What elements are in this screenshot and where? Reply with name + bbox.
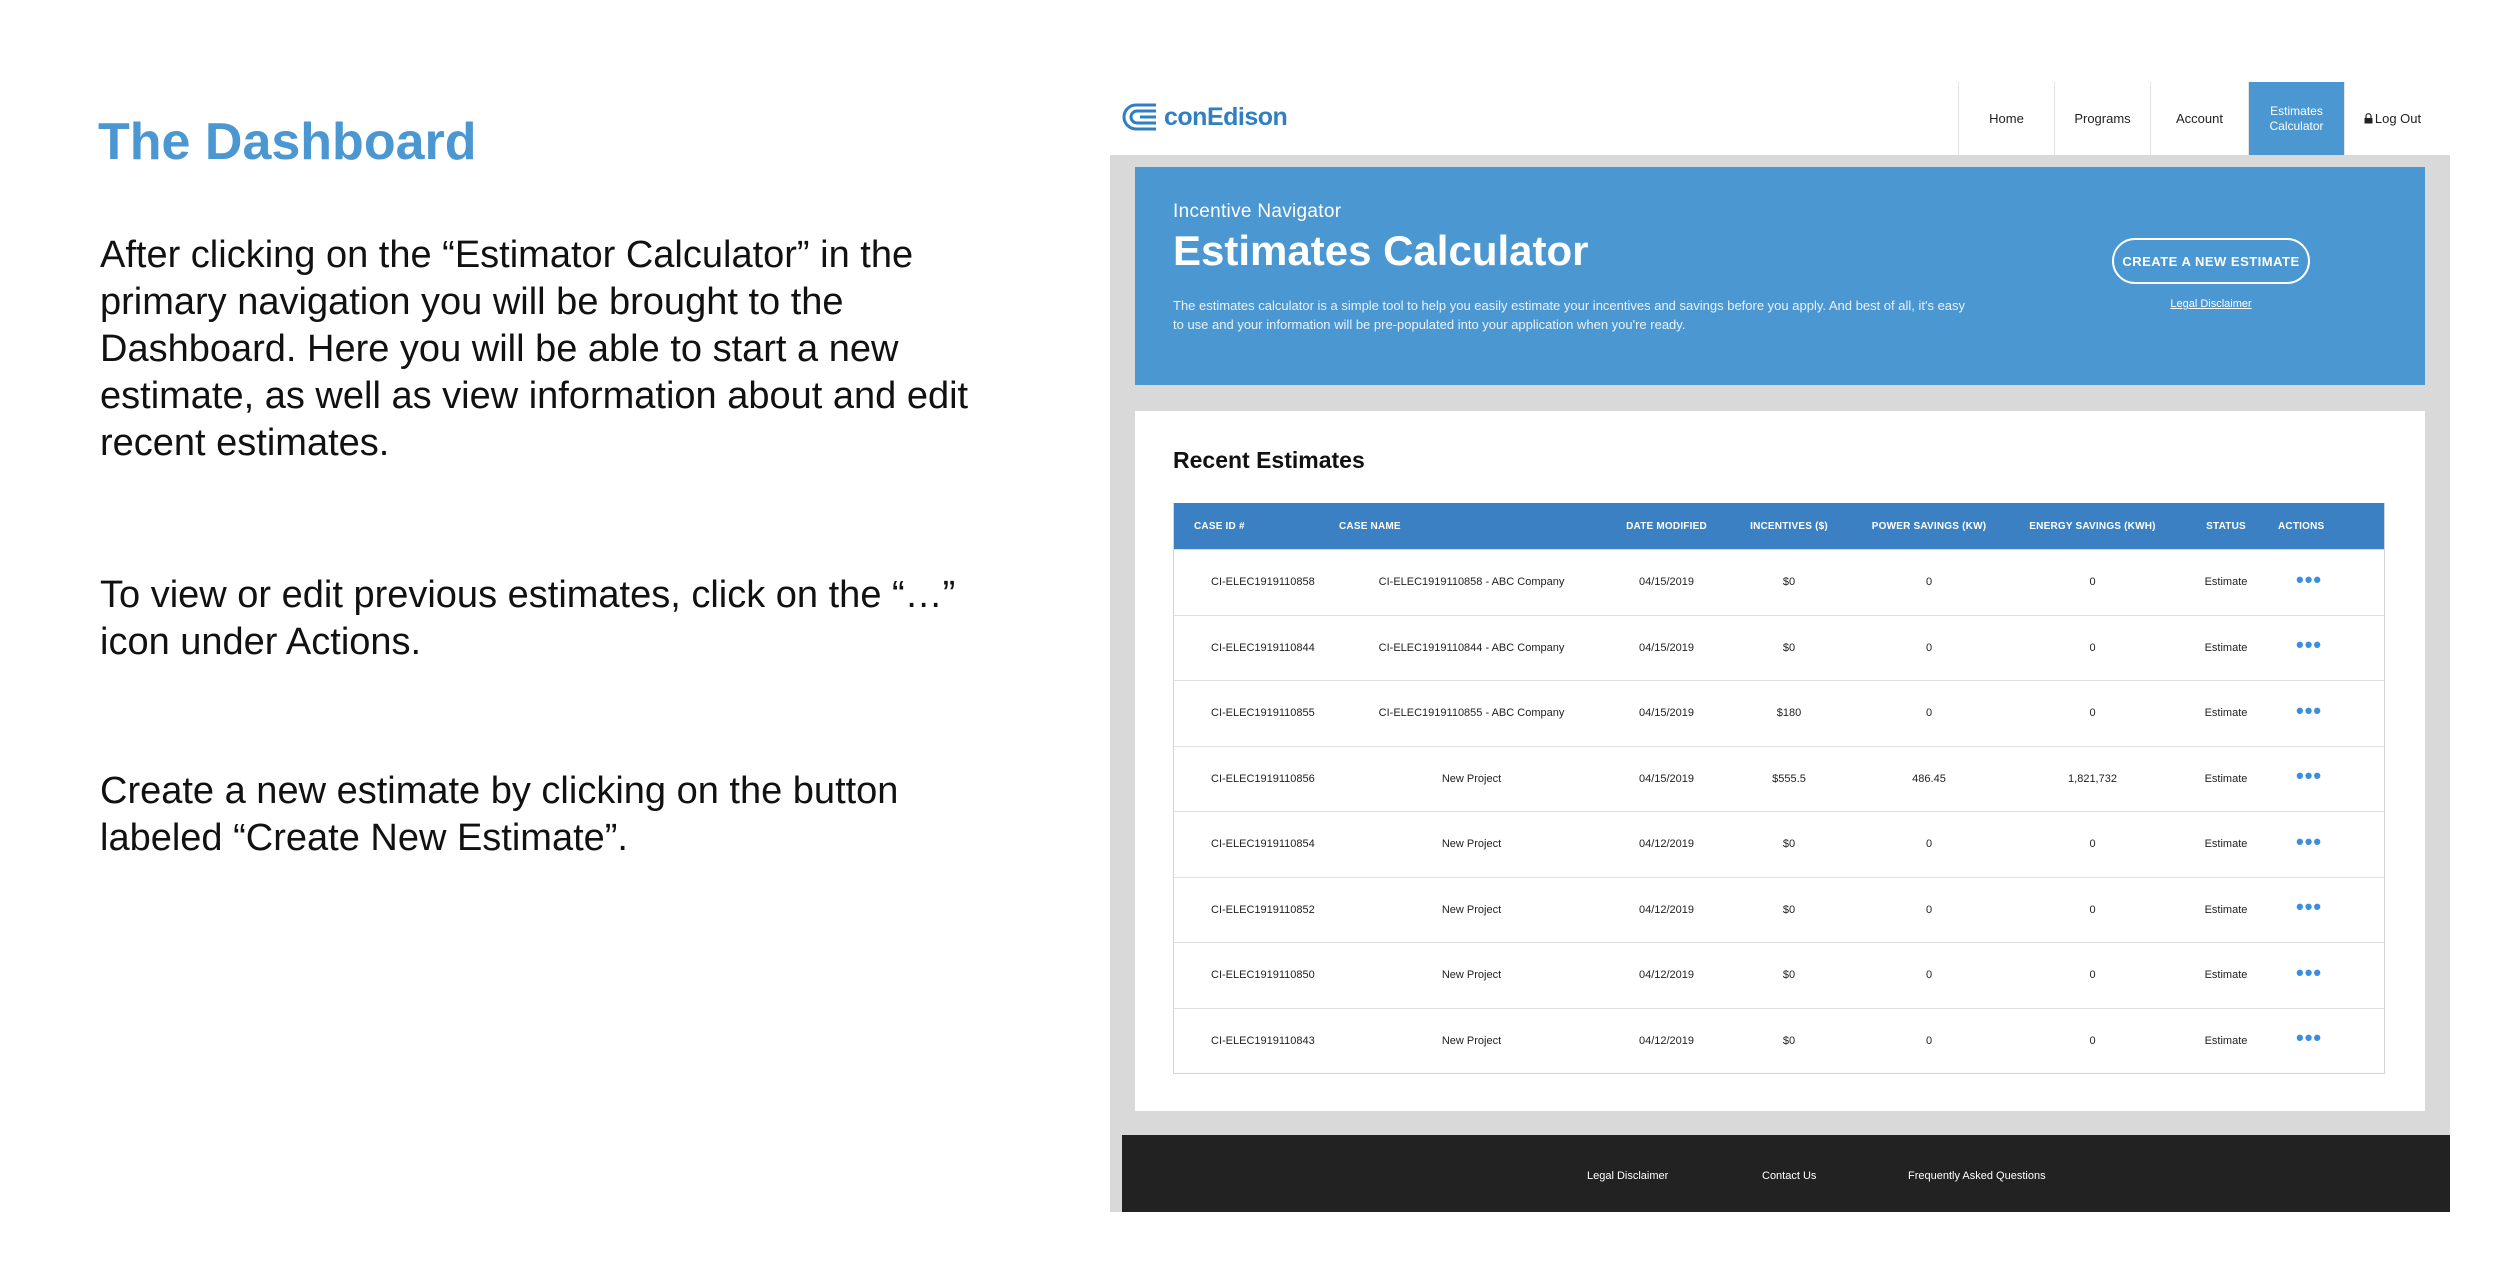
cell-energy-savings: 0	[2089, 641, 2096, 654]
cell-incentives: $555.5	[1772, 772, 1806, 785]
cell-date-modified: 04/12/2019	[1638, 903, 1695, 916]
nav-estimates-line1: Estimates	[2270, 103, 2323, 118]
nav-estimates-line2: Calculator	[2269, 118, 2324, 133]
cell-energy-savings: 1,821,732	[2068, 772, 2117, 785]
cell-date-modified: 04/15/2019	[1638, 707, 1695, 720]
cell-case-name: New Project	[1441, 772, 1502, 785]
cell-actions	[2276, 959, 2386, 985]
col-energy-savings: ENERGY SAVINGS (KWH)	[2029, 520, 2156, 532]
table-row	[1174, 811, 2384, 877]
cell-incentives: $180	[1776, 707, 1802, 720]
cell-incentives: $0	[1782, 838, 1796, 851]
table-row	[1174, 877, 2384, 943]
more-dots-icon[interactable]: •••	[2296, 828, 2323, 854]
more-dots-icon[interactable]: •••	[2296, 697, 2323, 723]
table-header	[1174, 503, 2384, 549]
cell-date-modified: 04/15/2019	[1638, 576, 1695, 589]
cell-status: Estimate	[2204, 772, 2248, 785]
hero-banner	[1135, 167, 2425, 385]
cell-incentives: $0	[1782, 1034, 1796, 1047]
col-status: STATUS	[2206, 520, 2246, 532]
cell-date-modified: 04/12/2019	[1638, 969, 1695, 982]
nav-estimates-calculator[interactable]	[2248, 82, 2344, 155]
col-power-savings: POWER SAVINGS (KW)	[1871, 520, 1987, 532]
legal-disclaimer-link[interactable]: Legal Disclaimer	[2170, 298, 2252, 310]
cell-status: Estimate	[2204, 707, 2248, 720]
cell-case-name: CI-ELEC1919110855 - ABC Company	[1378, 707, 1565, 720]
cell-status: Estimate	[2204, 641, 2248, 654]
cell-actions	[2276, 828, 2386, 854]
cell-actions	[2276, 894, 2386, 920]
cell-case-name: CI-ELEC1919110844 - ABC Company	[1378, 641, 1565, 654]
cell-power-savings: 0	[1925, 903, 1933, 916]
cell-case-name: New Project	[1441, 903, 1502, 916]
create-new-estimate-button[interactable]: CREATE A NEW ESTIMATE	[2112, 238, 2310, 284]
recent-estimates-card	[1135, 411, 2425, 1111]
cell-status: Estimate	[2204, 969, 2248, 982]
hero-kicker: Incentive Navigator	[1173, 201, 1342, 222]
table-row	[1174, 746, 2384, 812]
footer-legal-disclaimer-link[interactable]: Legal Disclaimer	[1587, 1170, 1669, 1182]
cell-case-id: CI-ELEC1919110850	[1211, 969, 1315, 982]
table-row	[1174, 549, 2384, 615]
cell-case-id: CI-ELEC1919110858	[1211, 576, 1315, 589]
cell-actions	[2276, 763, 2386, 789]
more-dots-icon[interactable]: •••	[2296, 959, 2323, 985]
conedison-logo[interactable]	[1122, 101, 1287, 133]
cell-date-modified: 04/15/2019	[1638, 641, 1695, 654]
cell-power-savings: 0	[1925, 641, 1933, 654]
cell-case-name: New Project	[1441, 838, 1502, 851]
cell-status: Estimate	[2204, 838, 2248, 851]
table-body	[1174, 549, 2384, 1073]
cell-case-id: CI-ELEC1919110852	[1211, 903, 1315, 916]
table-row	[1174, 942, 2384, 1008]
table-row	[1174, 615, 2384, 681]
cell-status: Estimate	[2204, 576, 2248, 589]
cell-case-id: CI-ELEC1919110855	[1211, 707, 1315, 720]
more-dots-icon[interactable]: •••	[2296, 632, 2323, 658]
cell-power-savings: 0	[1925, 707, 1933, 720]
cell-energy-savings: 0	[2089, 969, 2096, 982]
page-title: The Dashboard	[98, 113, 477, 171]
cell-incentives: $0	[1782, 641, 1796, 654]
more-dots-icon[interactable]: •••	[2296, 894, 2323, 920]
nav-account[interactable]: Account	[2150, 82, 2248, 155]
col-case-id: CASE ID #	[1194, 520, 1245, 532]
cell-date-modified: 04/15/2019	[1638, 772, 1695, 785]
top-navigation-bar	[1110, 75, 2450, 155]
hero-description: The estimates calculator is a simple tool to help you easily estimate your incentives and savings before you apply. And best of all, it's easy to use and your information will be pre-populated into your application when you're ready.	[1173, 298, 1966, 332]
intro-paragraph: After clicking on the “Estimator Calculator” in the primary navigation you will be brought to the Dashboard. Here you will be able to start a new estimate, as well as view information about and edit recent estimates.	[100, 234, 969, 464]
col-date-modified: DATE MODIFIED	[1626, 520, 1707, 532]
cell-power-savings: 0	[1925, 838, 1933, 851]
footer-faq-link[interactable]: Frequently Asked Questions	[1908, 1170, 2046, 1182]
footer-contact-us-link[interactable]: Contact Us	[1762, 1170, 1817, 1182]
create-paragraph: Create a new estimate by clicking on the button labeled “Create New Estimate”.	[100, 770, 899, 859]
cell-energy-savings: 0	[2089, 576, 2096, 589]
cell-energy-savings: 0	[2089, 903, 2096, 916]
cell-case-id: CI-ELEC1919110854	[1211, 838, 1315, 851]
col-incentives: INCENTIVES ($)	[1750, 520, 1828, 532]
more-dots-icon[interactable]: •••	[2296, 763, 2323, 789]
logo-text: conEdison	[1164, 102, 1288, 131]
nav-logout[interactable]	[2344, 82, 2440, 155]
cell-case-name: New Project	[1441, 1034, 1502, 1047]
cell-status: Estimate	[2204, 903, 2248, 916]
cell-actions	[2276, 697, 2386, 723]
app-screenshot	[1110, 75, 2450, 1212]
cell-date-modified: 04/12/2019	[1638, 1034, 1695, 1047]
more-dots-icon[interactable]: •••	[2296, 1025, 2323, 1051]
primary-nav	[1958, 82, 2440, 155]
cell-case-id: CI-ELEC1919110844	[1211, 641, 1315, 654]
more-dots-icon[interactable]: •••	[2296, 566, 2323, 592]
table-row	[1174, 680, 2384, 746]
cell-power-savings: 0	[1925, 576, 1933, 589]
cell-case-id: CI-ELEC1919110856	[1211, 772, 1315, 785]
recent-estimates-title: Recent Estimates	[1173, 447, 1365, 473]
cell-energy-savings: 0	[2089, 1034, 2096, 1047]
recent-estimates-table	[1173, 503, 2385, 1074]
cell-incentives: $0	[1782, 969, 1796, 982]
cell-incentives: $0	[1782, 576, 1796, 589]
conedison-logo-icon	[1122, 101, 1160, 133]
site-footer	[1122, 1135, 2450, 1212]
cell-power-savings: 0	[1925, 969, 1933, 982]
cell-power-savings: 486.45	[1912, 772, 1946, 785]
cell-incentives: $0	[1782, 903, 1796, 916]
cell-date-modified: 04/12/2019	[1638, 838, 1695, 851]
cell-case-id: CI-ELEC1919110843	[1211, 1034, 1315, 1047]
cell-case-name: New Project	[1441, 969, 1502, 982]
nav-programs[interactable]: Programs	[2054, 82, 2150, 155]
cell-case-name: CI-ELEC1919110858 - ABC Company	[1378, 576, 1565, 589]
cell-actions	[2276, 1025, 2386, 1051]
cell-actions	[2276, 566, 2386, 592]
lock-icon	[2364, 113, 2373, 124]
hero-title: Estimates Calculator	[1173, 227, 1589, 274]
cell-actions	[2276, 632, 2386, 658]
cell-power-savings: 0	[1925, 1034, 1933, 1047]
cell-energy-savings: 0	[2089, 838, 2096, 851]
col-actions: ACTIONS	[2278, 520, 2325, 532]
view-edit-paragraph: To view or edit previous estimates, click on the “…” icon under Actions.	[100, 574, 956, 663]
nav-home[interactable]: Home	[1958, 82, 2054, 155]
cell-status: Estimate	[2204, 1034, 2248, 1047]
table-row	[1174, 1008, 2384, 1074]
col-case-name: CASE NAME	[1339, 520, 1401, 532]
cell-energy-savings: 0	[2089, 707, 2096, 720]
logout-label: Log Out	[2374, 111, 2422, 126]
